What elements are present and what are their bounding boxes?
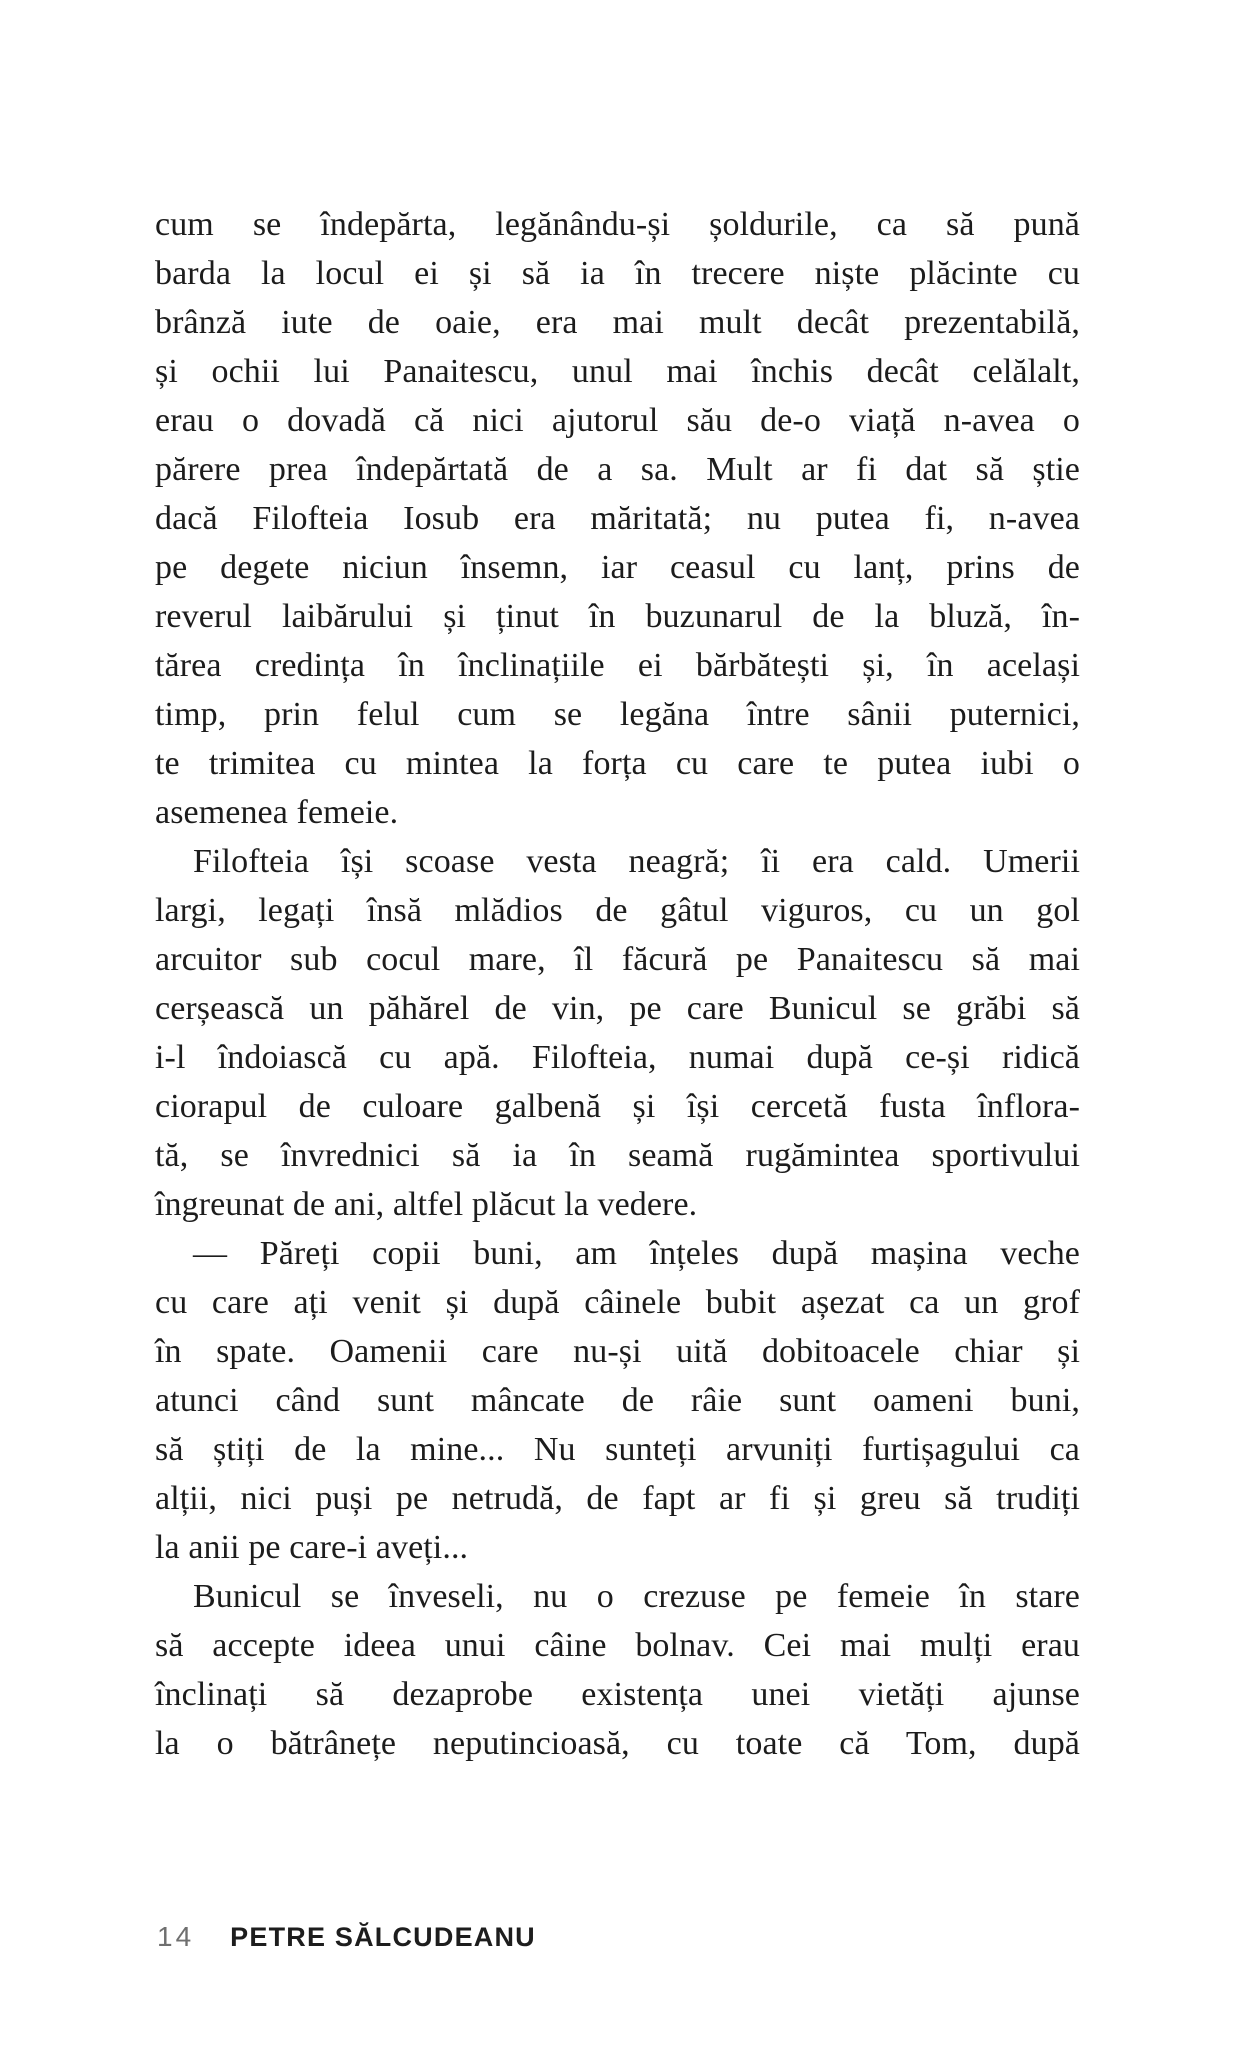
text-line: la o bătrânețe neputincioasă, cu toate că Tom, după <box>155 1725 1080 1762</box>
text-line: cu care ați venit și după câinele bubit așezat ca un grof <box>155 1284 1080 1321</box>
text-line: — Păreți copii buni, am înțeles după mașina veche <box>193 1235 1080 1272</box>
text-line: erau o dovadă că nici ajutorul său de-o viață n-avea o <box>155 402 1080 439</box>
text-line: ciorapul de culoare galbenă și își cercetă fusta înflora- <box>155 1088 1080 1125</box>
page-text <box>155 200 1080 1768</box>
text-line: tă, se învrednici să ia în seamă rugămintea sportivului <box>155 1137 1080 1174</box>
text-line: tărea credința în înclinațiile ei bărbătești și, în același <box>155 647 1080 684</box>
text-line: să accepte ideea unui câine bolnav. Cei mai mulți erau <box>155 1627 1080 1664</box>
text-line: părere prea îndepărtată de a sa. Mult ar fi dat să știe <box>155 451 1080 488</box>
text-line: îngreunat de ani, altfel plăcut la vedere. <box>155 1186 698 1223</box>
text-line: înclinați să dezaprobe existența unei vietăți ajunse <box>155 1676 1080 1713</box>
text-line: pe degete niciun însemn, iar ceasul cu lanț, prins de <box>155 549 1080 586</box>
page-number: 14 <box>157 1921 195 1952</box>
text-line: dacă Filofteia Iosub era măritată; nu putea fi, n-avea <box>155 500 1080 537</box>
text-line: și ochii lui Panaitescu, unul mai închis decât celălalt, <box>155 353 1080 390</box>
text-line: Bunicul se înveseli, nu o crezuse pe femeie în stare <box>193 1578 1080 1615</box>
text-line: atunci când sunt mâncate de râie sunt oameni buni, <box>155 1382 1080 1419</box>
text-line: arcuitor sub cocul mare, îl făcură pe Panaitescu să mai <box>155 941 1080 978</box>
page-footer <box>157 1921 536 1953</box>
text-line: timp, prin felul cum se legăna între sânii puternici, <box>155 696 1080 733</box>
text-line: i-l îndoiască cu apă. Filofteia, numai după ce-și ridică <box>155 1039 1080 1076</box>
text-line: alții, nici puși pe netrudă, de fapt ar fi și greu să trudiți <box>155 1480 1080 1517</box>
text-line: barda la locul ei și să ia în trecere niște plăcinte cu <box>155 255 1080 292</box>
text-line: la anii pe care-i aveți... <box>155 1529 469 1566</box>
text-line: Filofteia își scoase vesta neagră; îi era cald. Umerii <box>193 843 1080 880</box>
text-line: să știți de la mine... Nu sunteți arvuniți furtișagului ca <box>155 1431 1080 1468</box>
text-line: te trimitea cu mintea la forța cu care te putea iubi o <box>155 745 1080 782</box>
footer-author: PETRE SĂLCUDEANU <box>230 1922 536 1952</box>
text-line: asemenea femeie. <box>155 794 399 831</box>
text-line: largi, legați însă mlădios de gâtul viguros, cu un gol <box>155 892 1080 929</box>
text-line: cerșească un păhărel de vin, pe care Bunicul se grăbi să <box>155 990 1080 1027</box>
text-line: reverul laibărului și ținut în buzunarul de la bluză, în- <box>155 598 1080 635</box>
text-line: brânză iute de oaie, era mai mult decât prezentabilă, <box>155 304 1080 341</box>
text-line: cum se îndepărta, legănându-și șoldurile, ca să pună <box>155 206 1080 243</box>
text-line: în spate. Oamenii care nu-și uită dobitoacele chiar și <box>155 1333 1080 1370</box>
